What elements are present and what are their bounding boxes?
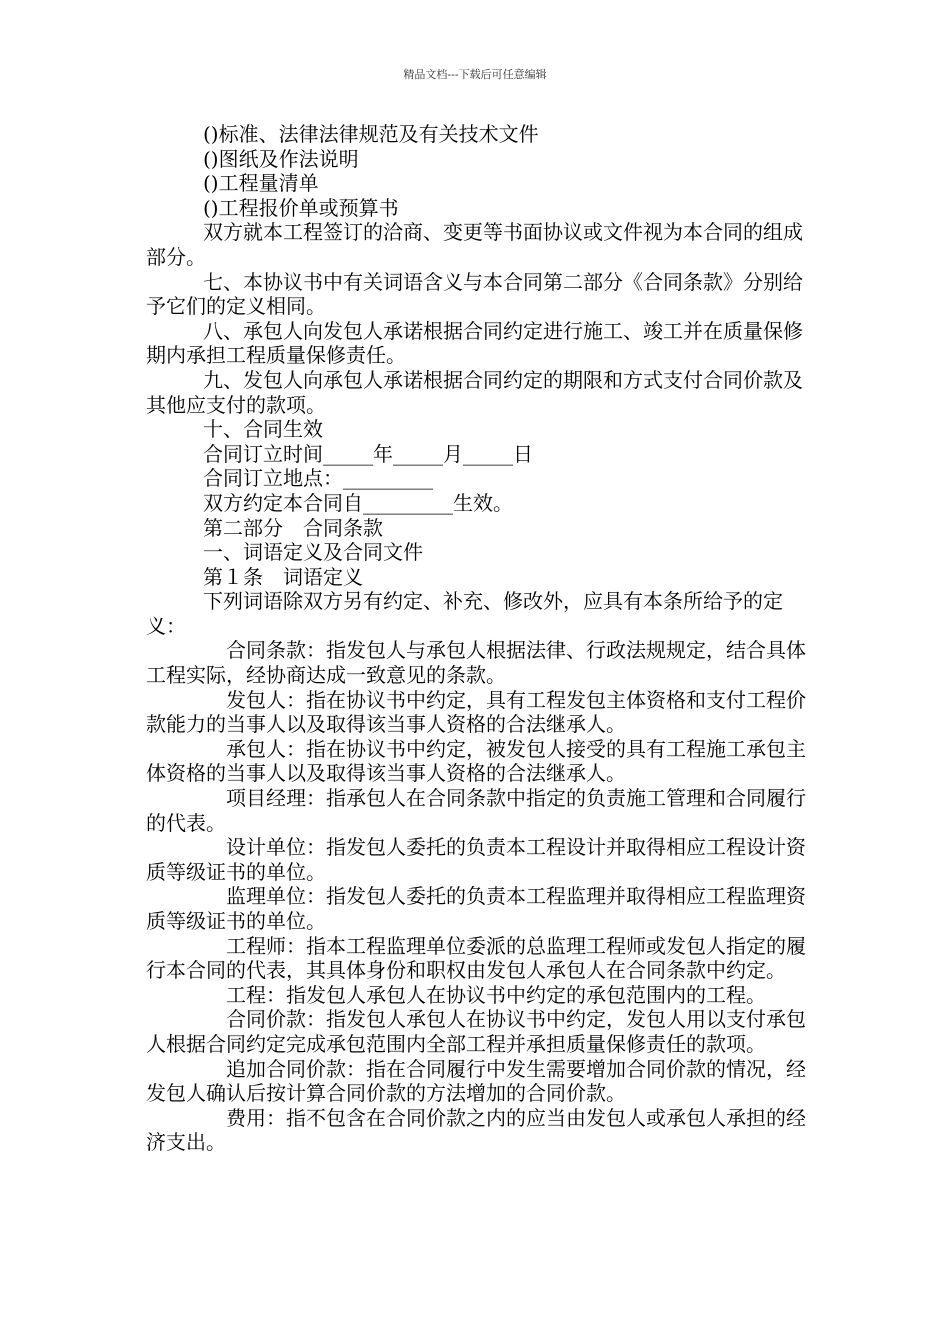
paragraph: 双方就本工程签订的洽商、变更等书面协议或文件视为本合同的组成部分。 (146, 220, 803, 269)
paragraph: ()标准、法律法律规范及有关技术文件 (203, 122, 539, 146)
paragraph: 七、本协议书中有关词语含义与本合同第二部分《合同条款》分别给予它们的定义相同。 (146, 269, 803, 319)
paragraph: 监理单位：指发包人委托的负责本工程监理并取得相应工程监理资质等级证书的单位。 (146, 884, 806, 933)
paragraph: 合同订立时间_____年_____月_____日 (203, 441, 533, 466)
paragraph: ()图纸及作法说明 (203, 146, 359, 171)
paragraph: 合同订立地点：_________ (203, 466, 433, 491)
paragraph: 项目经理：指承包人在合同条款中指定的负责施工管理和合同履行的代表。 (146, 786, 806, 835)
paragraph: 工程师：指本工程监理单位委派的总监理工程师或发包人指定的履行本合同的代表，其具体身份和职权由发包人承包人在合同条款中约定。 (146, 933, 806, 983)
paragraph: 费用：指不包含在合同价款之内的应当由发包人或承包人承担的经济支出。 (146, 1105, 806, 1155)
paragraph: 追加合同价款：指在合同履行中发生需要增加合同价款的情况，经发包人确认后按计算合同价款的方法增加的合同价款。 (146, 1056, 806, 1106)
paragraph: ()工程量清单 (203, 171, 319, 196)
paragraph: 工程：指发包人承包人在协议书中约定的承包范围内的工程。 (226, 982, 766, 1007)
paragraph: 发包人：指在协议书中约定，具有工程发包主体资格和支付工程价款能力的当事人以及取得该当事人资格的合法继承人。 (146, 687, 806, 737)
paragraph: 第１条 词语定义 (203, 564, 363, 589)
paragraph: 合同条款：指发包人与承包人根据法律、行政法规规定，结合具体工程实际，经协商达成一致意见的条款。 (146, 638, 806, 688)
paragraph: 八、承包人向发包人承诺根据合同约定进行施工、竣工并在质量保修期内承担工程质量保修责任。 (146, 318, 803, 368)
paragraph: 九、发包人向承包人承诺根据合同约定的期限和方式支付合同价款及其他应支付的款项。 (146, 367, 803, 417)
paragraph: 下列词语除双方另有约定、补充、修改外，应具有本条所给予的定义： (146, 589, 783, 638)
page-header: 精品文档---下载后可任意编辑 (403, 68, 547, 81)
paragraph: 合同价款：指发包人承包人在协议书中约定，发包人用以支付承包人根据合同约定完成承包范围内全部工程并承担质量保修责任的款项。 (146, 1007, 806, 1056)
paragraph: ()工程报价单或预算书 (203, 195, 399, 220)
paragraph: 承包人：指在协议书中约定，被发包人接受的具有工程施工承包主体资格的当事人以及取得该当事人资格的合法继承人。 (146, 736, 806, 786)
paragraph: 设计单位：指发包人委托的负责本工程设计并取得相应工程设计资质等级证书的单位。 (146, 835, 806, 884)
paragraph: 十、合同生效 (203, 417, 323, 442)
paragraph: 双方约定本合同自_________生效。 (203, 490, 513, 515)
paragraph: 第二部分 合同条款 (203, 515, 383, 540)
paragraph: 一、词语定义及合同文件 (203, 540, 423, 565)
document-body (146, 122, 808, 1155)
